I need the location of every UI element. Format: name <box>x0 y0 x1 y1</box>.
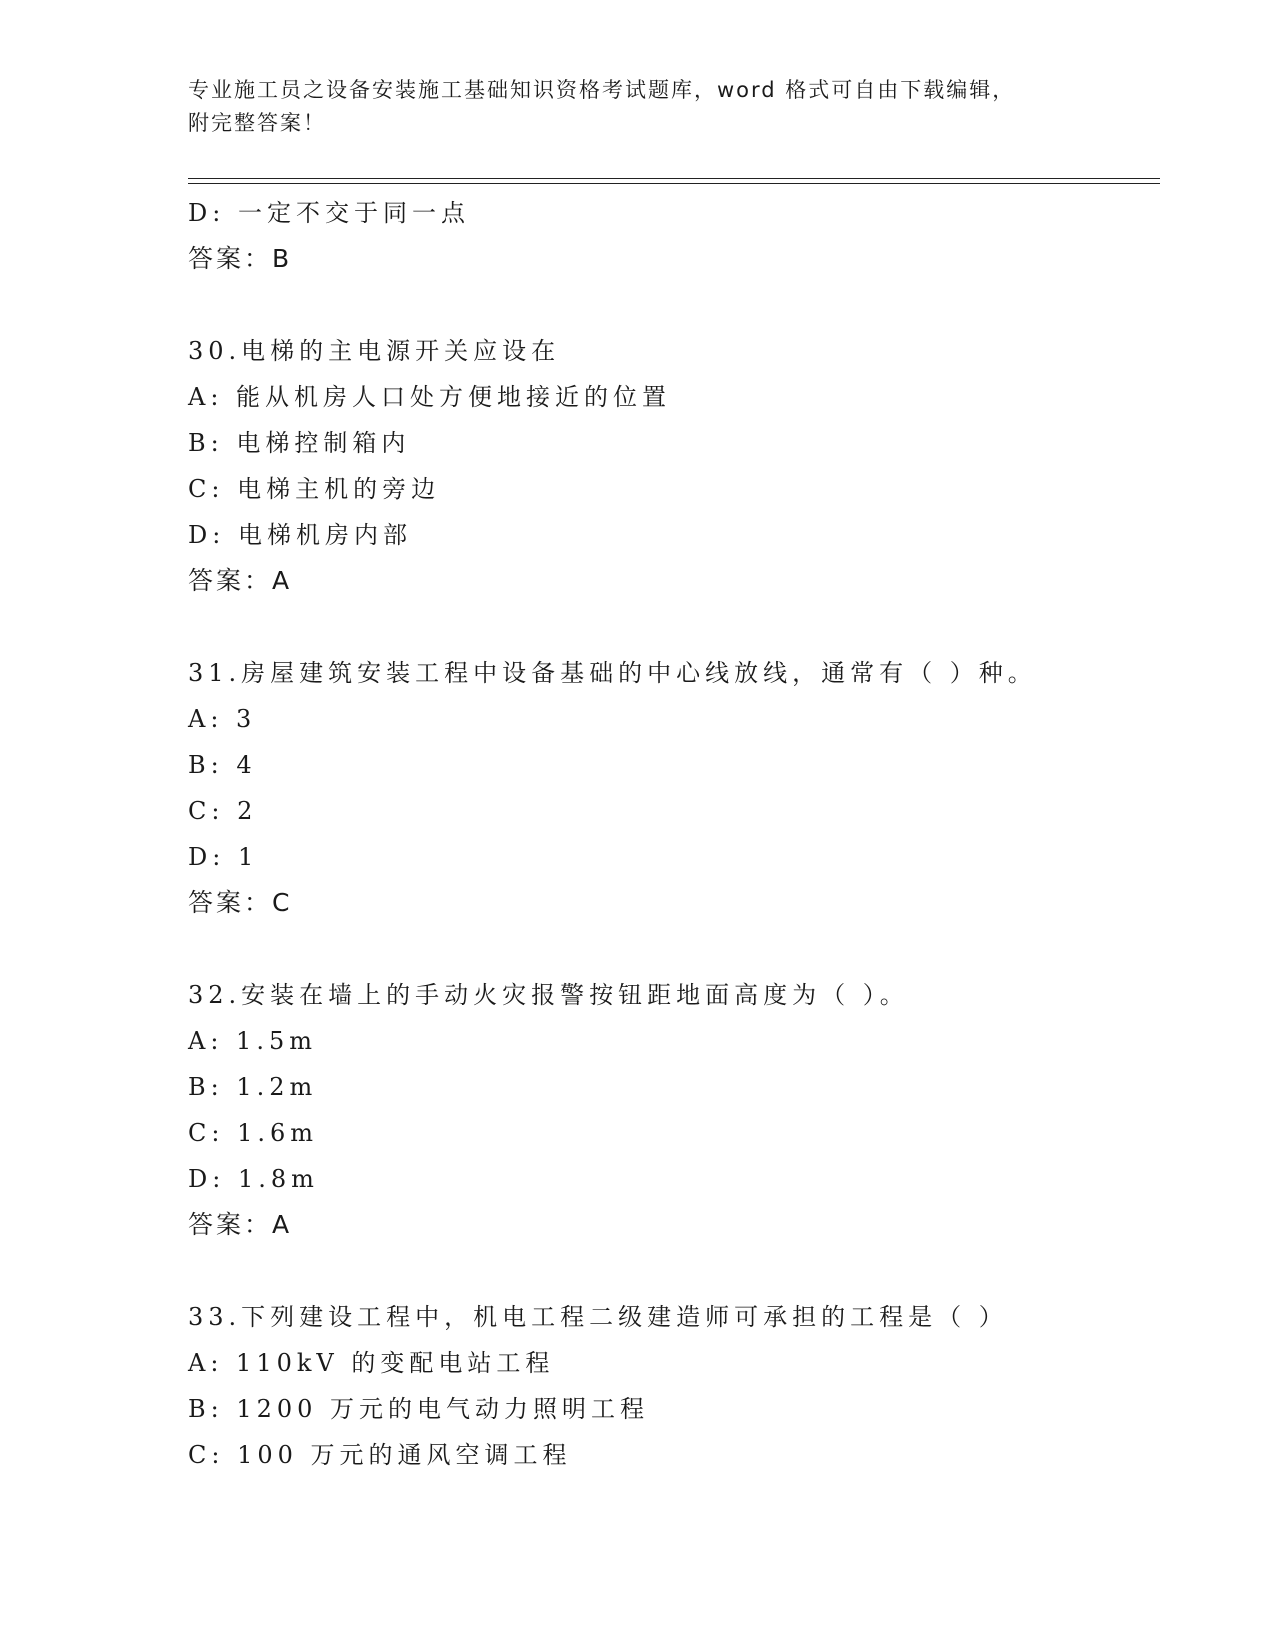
option-c: C: 2 <box>188 797 258 825</box>
question-list <box>188 190 1168 1478</box>
spacer <box>188 282 1168 328</box>
spacer <box>188 604 1168 650</box>
question-32 <box>188 972 1168 1248</box>
option-c: C: 1.6m <box>188 1119 319 1147</box>
option-c: C: 100 万元的通风空调工程 <box>188 1441 572 1469</box>
document-header <box>188 74 1088 140</box>
question-stem: 32.安装在墙上的手动火灾报警按钮距地面高度为（ ）。 <box>188 981 909 1009</box>
question-stem: 30.电梯的主电源开关应设在 <box>188 337 561 365</box>
question-stem: 31.房屋建筑安装工程中设备基础的中心线放线，通常有（ ）种。 <box>188 659 1037 687</box>
option-b: B: 1.2m <box>188 1073 318 1101</box>
answer-line: 答案：A <box>188 566 293 595</box>
header-title-line-1: 专业施工员之设备安装施工基础知识资格考试题库，word 格式可自由下载编辑， <box>188 78 1016 102</box>
header-divider-bottom <box>188 183 1160 184</box>
option-b: B: 4 <box>188 751 257 779</box>
question-29-tail <box>188 190 1168 282</box>
spacer <box>188 926 1168 972</box>
option-b: B: 1200 万元的电气动力照明工程 <box>188 1395 650 1423</box>
option-d: D: 一定不交于同一点 <box>188 199 470 227</box>
question-stem: 33.下列建设工程中，机电工程二级建造师可承担的工程是（ ） <box>188 1303 1008 1331</box>
question-30 <box>188 328 1168 604</box>
option-d: D: 1 <box>188 843 259 871</box>
answer-line: 答案：A <box>188 1210 293 1239</box>
option-a: A: 110kV 的变配电站工程 <box>188 1349 555 1377</box>
option-a: A: 能从机房人口处方便地接近的位置 <box>188 383 672 411</box>
spacer <box>188 1248 1168 1294</box>
question-33 <box>188 1294 1168 1478</box>
answer-line: 答案：B <box>188 244 293 273</box>
header-divider-top <box>188 178 1160 179</box>
option-c: C: 电梯主机的旁边 <box>188 475 441 503</box>
option-a: A: 1.5m <box>188 1027 317 1055</box>
option-a: A: 3 <box>188 705 257 733</box>
option-d: D: 1.8m <box>188 1165 319 1193</box>
header-title-line-2: 附完整答案！ <box>188 111 326 135</box>
option-b: B: 电梯控制箱内 <box>188 429 411 457</box>
option-d: D: 电梯机房内部 <box>188 521 412 549</box>
answer-line: 答案：C <box>188 888 293 917</box>
question-31 <box>188 650 1168 926</box>
